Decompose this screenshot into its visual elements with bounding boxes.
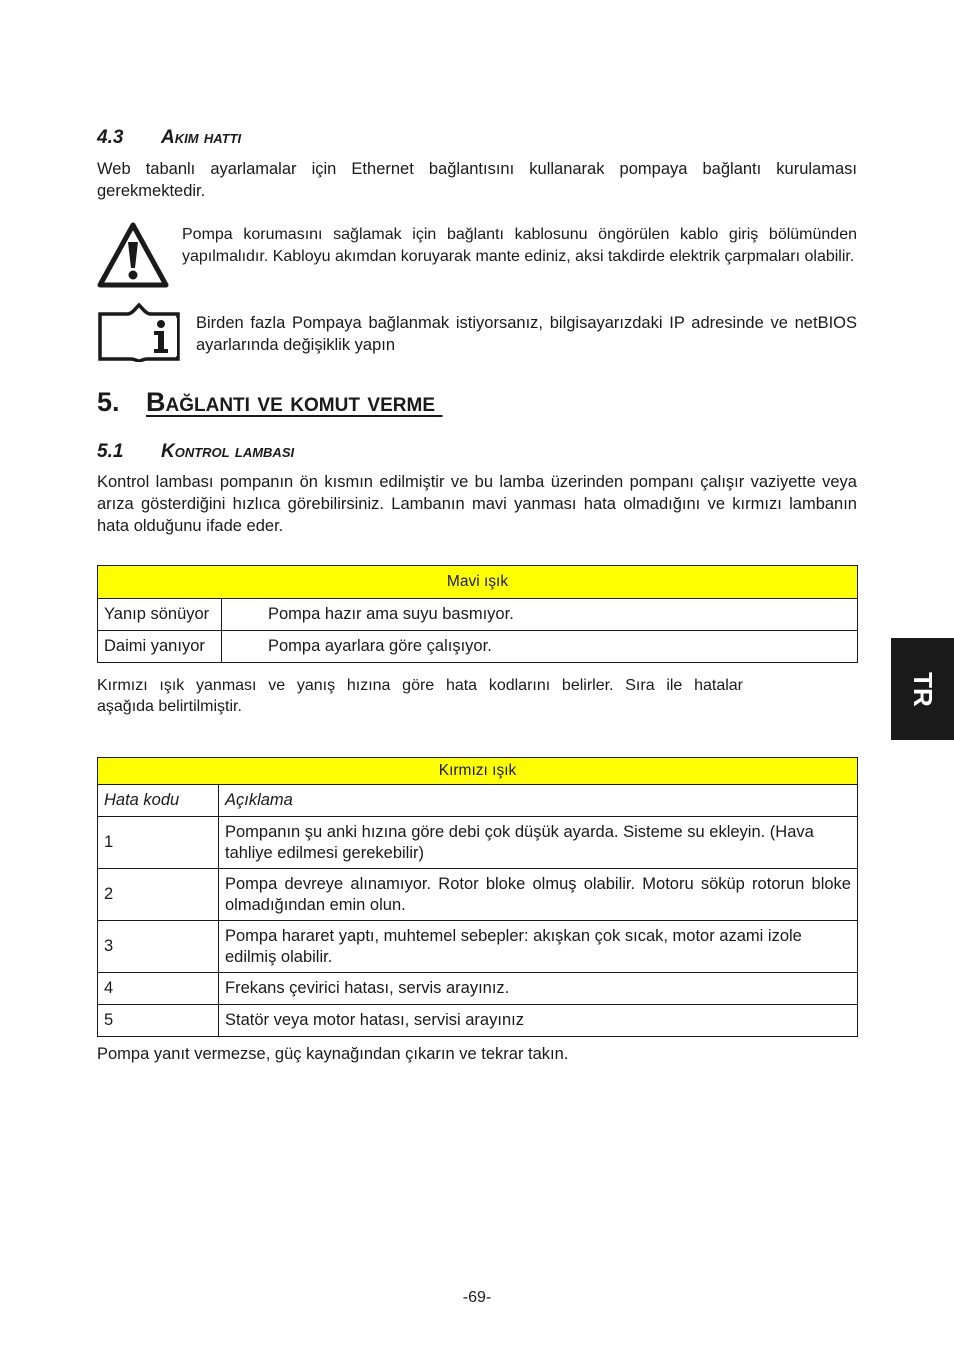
red-text-line-1: Kırmızı ışık yanması ve yanış hızına göre hata kodlarını belirler. Sıra ile hatalar — [97, 677, 743, 694]
table-row — [98, 599, 858, 631]
table-row — [98, 1005, 858, 1037]
section-title: Kontrol lambasi — [161, 441, 295, 462]
info-text: Birden fazla Pompaya bağlanmak istiyorsanız, bilgisayarızdaki IP adresinde ve netBIOS ayarlarında değişiklik yapın — [196, 314, 857, 354]
red-light-table — [97, 757, 858, 1037]
desc-cell: Pompa hararet yaptı, muhtemel sebepler: akışkan çok sıcak, motor azami izole edilmiş olabilir. — [219, 921, 858, 973]
col-header-code: Hata kodu — [98, 785, 219, 817]
code-cell: 2 — [98, 869, 219, 921]
section-5-1-heading — [97, 441, 294, 463]
blue-light-table — [97, 565, 858, 663]
section-number: 5. — [97, 387, 120, 417]
table-row — [98, 921, 858, 973]
desc-cell: Pompanın şu anki hızına göre debi çok düşük ayarda. Sisteme su ekleyin. (Hava tahliye edilmesi gerekebilir) — [219, 817, 858, 869]
info-book-icon — [97, 302, 181, 362]
code-cell: 4 — [98, 973, 219, 1005]
language-tab-label: TR — [907, 671, 938, 707]
warning-triangle-icon — [97, 222, 169, 288]
section-5-heading — [97, 387, 494, 418]
table-row — [98, 869, 858, 921]
warning-text: Pompa korumasını sağlamak için bağlantı kablosunu öngörülen kablo giriş bölümünden yapılmalıdır. Kabloyu akımdan koruyarak mante ediniz, aksi takdirde elektrik çarpmaları olabilir. — [182, 226, 857, 265]
desc-cell: Pompa devreye alınamıyor. Rotor bloke olmuş olabilir. Motoru söküp rotorun bloke olmadığından emin olun. — [219, 869, 858, 921]
language-tab — [891, 638, 954, 740]
desc-cell: Frekans çevirici hatası, servis arayınız. — [219, 973, 858, 1005]
red-light-paragraph — [97, 675, 857, 717]
desc-cell: Pompa ayarlara göre çalışıyor. — [222, 631, 858, 663]
section-title: Akim hatti — [161, 127, 242, 148]
section-number: 4.3 — [97, 127, 124, 148]
desc-cell: Statör veya motor hatası, servisi arayınız — [219, 1005, 858, 1037]
section-4-3-heading — [97, 127, 241, 149]
section-number: 5.1 — [97, 441, 124, 462]
lamp-paragraph: Kontrol lambası pompanın ön kısmın edilmiştir ve bu lamba üzerinden pompanı çalışır vaziyette veya arıza gösterdiğini hızlıca görebilirsiniz. Lambanın mavi yanması hata olmadığını ve kırmızı lambanın hata olduğunu ifade eder. — [97, 473, 857, 535]
col-header-desc: Açıklama — [219, 785, 858, 817]
code-cell: 3 — [98, 921, 219, 973]
section-title: Bağlanti ve komut verme — [146, 387, 436, 417]
code-cell: 1 — [98, 817, 219, 869]
state-cell: Yanıp sönüyor — [98, 599, 222, 631]
page-number: -69- — [462, 1289, 492, 1306]
table-row — [98, 817, 858, 869]
desc-cell: Pompa hazır ama suyu basmıyor. — [222, 599, 858, 631]
blue-table-header: Mavi ışık — [98, 566, 858, 599]
table-row — [98, 973, 858, 1005]
footer-paragraph: Pompa yanıt vermezse, güç kaynağından çıkarın ve tekrar takın. — [97, 1045, 569, 1063]
table-row — [98, 631, 858, 663]
state-cell: Daimi yanıyor — [98, 631, 222, 663]
code-cell: 5 — [98, 1005, 219, 1037]
red-text-line-2: aşağıda belirtilmiştir. — [97, 698, 242, 715]
red-table-header: Kırmızı ışık — [98, 758, 858, 785]
table-header-row — [98, 785, 858, 817]
intro-paragraph: Web tabanlı ayarlamalar için Ethernet bağlantısını kullanarak pompaya bağlantı kurulaması gerekmektedir. — [97, 160, 857, 200]
